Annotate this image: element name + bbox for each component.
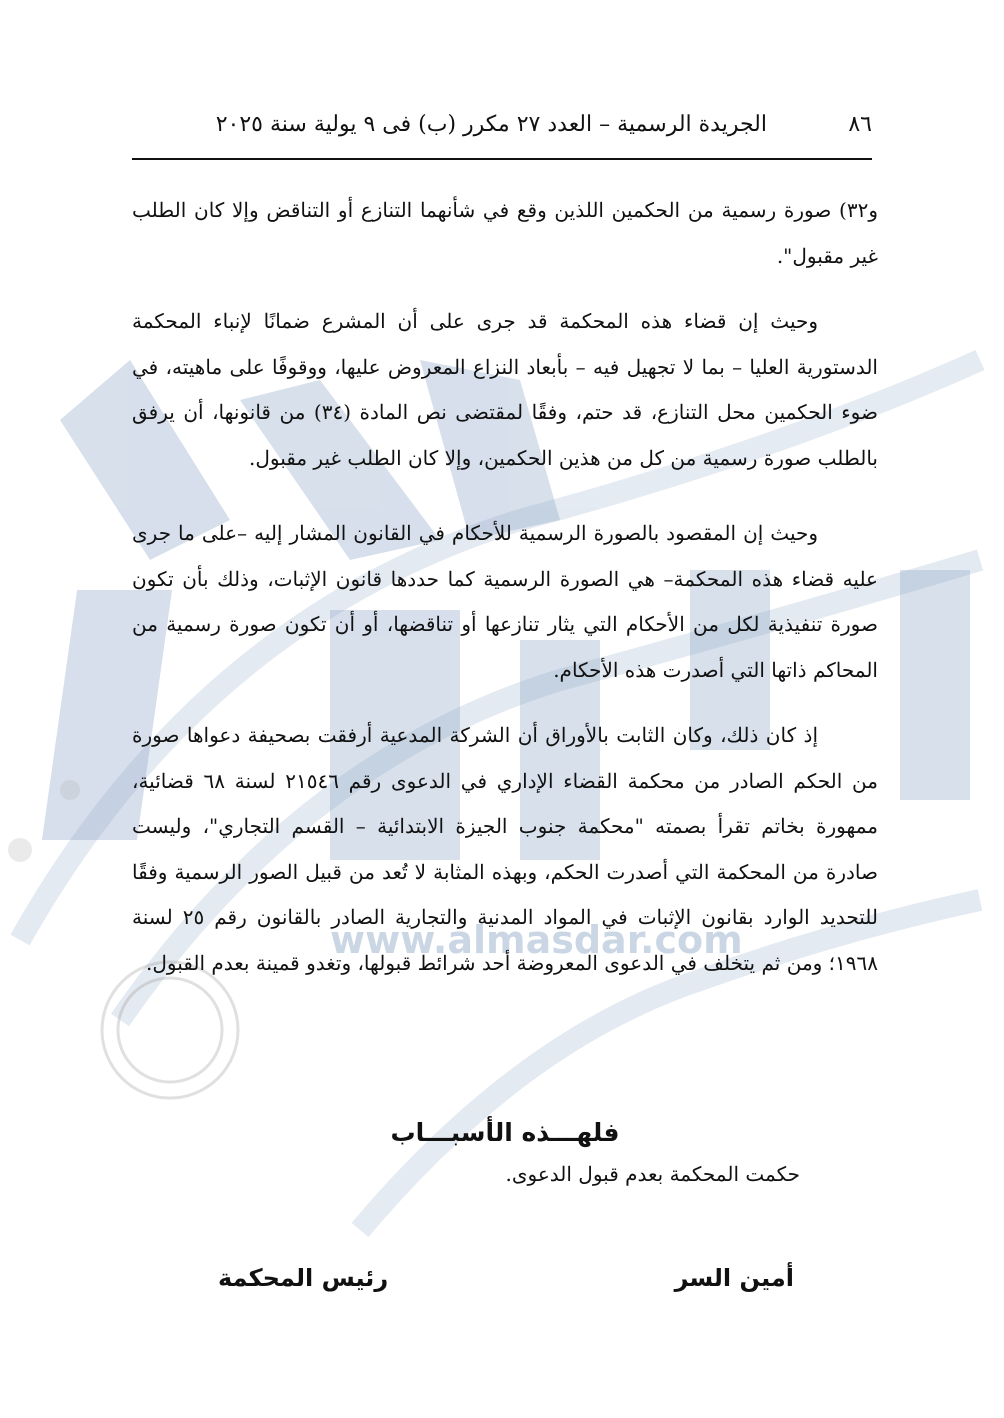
gazette-title: الجريدة الرسمية – العدد ٢٧ مكرر (ب) فى ٩ يولية سنة ٢٠٢٥ (215, 112, 767, 137)
section-heading: فلهـــذه الأسبـــاب (390, 1118, 620, 1147)
paragraph-4: إذ كان ذلك، وكان الثابت بالأوراق أن الشركة المدعية أرفقت بصحيفة دعواها صورة من الحكم الصادر من محكمة القضاء الإداري في الدعوى رقم ٢١٥٤٦ لسنة ٦٨ قضائية، ممهورة بخاتم تقرأ بصمته "محكمة جنوب الجيزة الابتدائية – القسم التجاري"، وليست صادرة من المحكمة التي أصدرت الحكم، وبهذه المثابة لا تُعد من قبيل الصور الرسمية وفقًا للتحديد الوارد بقانون الإثبات في المواد المدنية والتجارية الصادر بالقانون رقم ٢٥ لسنة ١٩٦٨؛ ومن ثم يتخلف في الدعوى المعروضة أحد شرائط قبولها، وتغدو قمينة بعدم القبول. (132, 723, 878, 975)
verdict-text: حكمت المحكمة بعدم قبول الدعوى. (505, 1162, 800, 1186)
document-body (132, 188, 878, 986)
page-number: ٨٦ (848, 112, 872, 137)
watermark-url: www.almasdar.com (330, 918, 743, 962)
paragraph-2: وحيث إن قضاء هذه المحكمة قد جرى على أن المشرع ضمانًا لإنباء المحكمة الدستورية العليا – بما لا تجهيل فيه – بأبعاد النزاع المعروض عليها، ووقوفًا على ماهيته، في ضوء الحكمين محل التنازع، قد حتم، وفقًا لمقتضى نص المادة (٣٤) من قانونها، أن يرفق بالطلب صورة رسمية من كل من هذين الحكمين، وإلا كان الطلب غير مقبول. (132, 309, 878, 470)
page-header (130, 112, 872, 152)
paragraph-1: و٣٢) صورة رسمية من الحكمين اللذين وقع في شأنهما التنازع أو التناقض وإلا كان الطلب غير مقبول". (132, 198, 878, 268)
secretary-signature-label: أمين السر (674, 1264, 794, 1292)
president-signature-label: رئيس المحكمة (218, 1264, 389, 1292)
paragraph-3: وحيث إن المقصود بالصورة الرسمية للأحكام في القانون المشار إليه –على ما جرى عليه قضاء هذه المحكمة– هي الصورة الرسمية كما حددها قانون الإثبات، وذلك بأن تكون صورة تنفيذية لكل من الأحكام التي يثار تنازعها أو تناقضها، أو أن تكون صورة رسمية من المحاكم ذاتها التي أصدرت هذه الأحكام. (132, 521, 878, 682)
header-divider (132, 158, 872, 160)
